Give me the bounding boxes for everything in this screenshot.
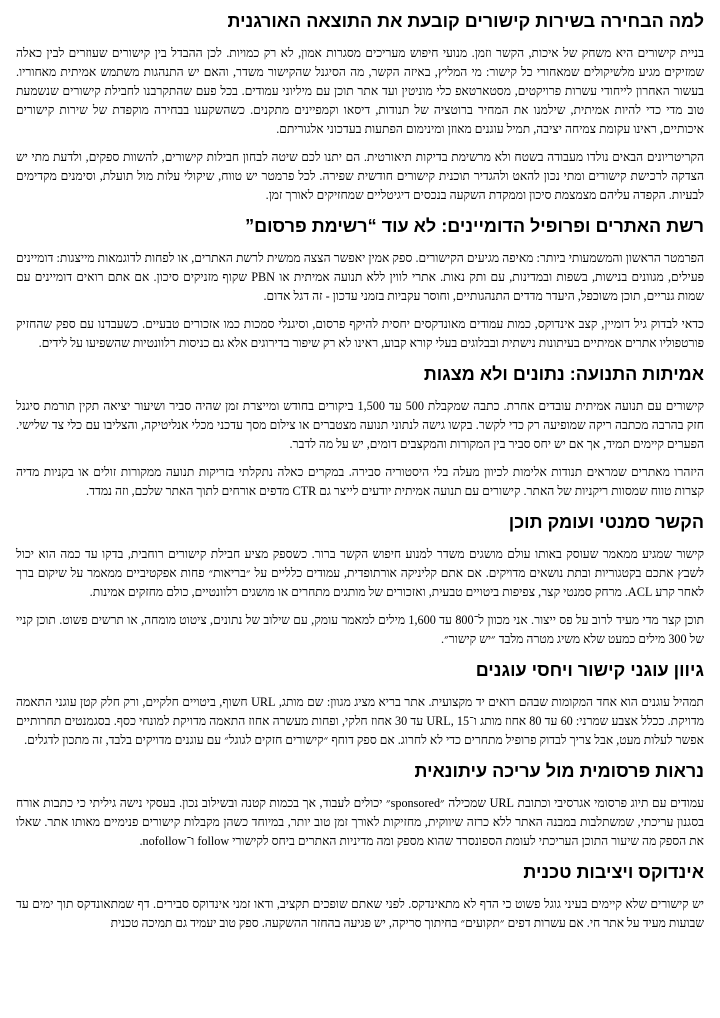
article-section <box>16 511 704 649</box>
article-section <box>16 659 704 750</box>
section-heading: למה הבחירה בשירות קישורים קובעת את התוצאה האורגנית <box>227 11 704 31</box>
article-section <box>16 760 704 851</box>
section-heading: רשת האתרים ופרופיל הדומיינים: לא עוד “רשימת פרסום” <box>245 216 704 236</box>
body-paragraph: כדאי לבדוק גיל דומיין, קצב אינדוקס, כמות עמודים מאונדקסים יחסית להיקף פרסום, וסיגנלי סמכות כמו אזכורים טבעיים. כשעבדנו עם ספק שהחזיק פורטפוליו אתרים אמיתיים בעיתונות נישתית ובבלוגים בעלי קורא קבוע, ראינו לא רק שיפור בדירוגים אלא גם כניסות רלוונטיות שהשפיעו על לידים. <box>16 317 704 350</box>
section-heading: נראות פרסומית מול עריכה עיתונאית <box>414 761 704 781</box>
article-section <box>16 363 704 501</box>
body-paragraph: יש קישורים שלא קיימים בעיני גוגל פשוט כי הדף לא מתאינדקס. לפני שאתם שופכים תקציב, ודאו זמני אינדוקס סבירים. דף שמתאונדקס תוך ימים עד שבועות מעיד על אתר חי. אם עשרות דפים ״תקועים״ בחיתוך סריקה, יש פגיעה בהחזר ההשקעה. ספק טוב יעמיד גם תמיכה טכנית <box>16 897 704 930</box>
body-paragraph: תוכן קצר מדי מעיד לרוב על פס ייצור. אני מכוון ל־800 עד 1,600 מילים למאמר עומק, עם שילוב של נתונים, ציטוט מומחה, או תרשים פשוט. תוכן קניי של 300 מילים כמעט שלא משיג מטרה מלבד ״יש קישור״. <box>16 613 705 646</box>
body-paragraph: הקריטריונים הבאים נולדו מעבודה בשטח ולא מרשימת בדיקות תיאורטית. הם יתנו לכם שיטה לבחון חבילות קישורים, להשוות ספקים, ולדעת מתי יש הצדקה לרכישת קישורים ומתי נכון להאט ולהגדיר תוכנית קישורים חודשית שפירה. לכל פרמטר יש טווח, שיקולי עלות מול תועלת, וסימנים מקדימים לבעיות. הקפדה עליהם מצמצמת סיכון וממקדת השקעה בנכסים דיגיטליים שמחזיקים לאורך זמן. <box>16 150 704 202</box>
article-section <box>16 861 704 933</box>
article-section <box>16 215 704 353</box>
section-heading: אינדוקס ויציבות טכנית <box>523 862 704 882</box>
body-paragraph: הפרמטר הראשון והמשמעותי ביותר: מאיפה מגיעים הקישורים. ספק אמין יאפשר הצצה ממשית לרשת האתרים, או לפחות לדוגמאות מייצגות: דומיינים פעילים, מגוונים בנישות, בשפות ובמדינות, עם ותק נאות. אתרי לווין ללא תנועה אמיתית או PBN שקוף מזניקים סיכון. אם אתם רואים דומיינים עם שמות גנריים, תוכן משוכפל, היעדר מדדים התנהגותיים, וחוסר עקביות בזמני עדכון - זה דגל אדום. <box>16 251 704 303</box>
body-paragraph: תמהיל עוגנים הוא אחד המקומות שבהם רואים יד מקצועית. אתר בריא מציג מגוון: שם מותג, URL חשוף, ביטויים חלקיים, ורק חלק קטן עוגני התאמה מדויקת. ככלל אצבע שמרני: 60 עד 80 אחוז מותג ו־URL, 15 עד 30 אחוז חלקי, ופחות מעשרה אחוז התאמה מדויקת למונחי כסף. בסגמנטים תחרותיים אפשר לעלות מעט, אבל צריך לבדוק פרופיל מתחרים כדי לא לחרוג. אם ספק דוחף ״קישורים חזקים לגוגל״ עם עוגנים מדויקים בלבד, זה מתכון לדגלים. <box>16 695 705 747</box>
section-heading: אמיתות התנועה: נתונים ולא מצגות <box>423 364 704 384</box>
body-paragraph: קישורים עם תנועה אמיתית עובדים אחרת. כתבה שמקבלת 500 עד 1,500 ביקורים בחודש ומייצרת זמן שהיה סביר ושיעור יציאה תקין תורמת סיגנל חזק בהרבה מכתבה ריקה שמופיעה רק כדי לקשר. בקשו גישה לנתוני תנועה מצטברים או צילום מסך עדכני מכלי אנליטיקה, והצליבו עם כלי צד שלישי. הפערים קיימים תמיד, אך אם יש יחס סביר בין המקורות והמקצבים דומים, יש על מה לדבר. <box>16 399 705 451</box>
section-heading: גיוון עוגני קישור ויחסי עוגנים <box>475 660 704 680</box>
body-paragraph: היזהרו מאתרים שמראים תנודות אלימות לכיוון מעלה בלי היסטוריה סבירה. במקרים כאלה נתקלתי בזריקות תנועה ממקורות זולים או בקניות מדיה קצרות טווח שמסוות ריקניות של האתר. קישורים עם תנועה אמיתית יודעים לייצר גם CTR מדפים אורחים לתוך האתר שלכם, וזה נמדד. <box>16 465 704 498</box>
section-heading: הקשר סמנטי ועומק תוכן <box>508 512 704 532</box>
body-paragraph: עמודים עם תיוג פרסומי אגרסיבי וכתובת URL שמכילה ״sponsored״ יכולים לעבוד, אך בכמות קטנה ובשילוב נכון. בעסקי נישה גיליתי כי כתבות אורח בסגנון עריכתי, שמשתלבות במבנה האתר ללא כרזה שיווקית, מחזיקות לאורך זמן טוב יותר, במיוחד כשהן מקבלות קישורים פנימיים מאותו אתר. שאלו את הספק מה שיעור התוכן העריכתי לעומת הספונסרד שהוא מספק ומה מדיניות האתרים ביחס לקישורי follow ו־nofollow. <box>16 796 704 848</box>
article-section <box>16 10 704 205</box>
body-paragraph: בניית קישורים היא משחק של איכות, הקשר וזמן. מנועי חיפוש מעריכים מסגרות אמון, לא רק כמויות. לכן ההבדל בין קישורים שעוזרים לבין כאלה שמזיקים מגיע מלשיקולים שמאחורי כל קישור: מי המליץ, באיזה הקשר, מה הסיגנל שהקישור משדר, והאם יש התנהגות משתמש אמיתית מאחוריו. בעשור האחרון לייחודי עשרות פרויקטים, מסטארטאפ כלי מוניטין ועד אתר תוכן עם מיליוני עמודים. בכל פעם שהתקרבנו לחבילת קישורים שנשמעת טוב מדי כדי להיות אמיתית, שילמנו את המחיר ברוטציה של תנודות, דיסאו וקמפיינים מתקנים. כשהשקענו בבחירה מוקפדת של שירות קישורים איכותיים, ראינו עקומת צמיחה יציבה, תמיל עוגנים מאוזן ומינימום הפתעות בעדכוני אלגוריתם. <box>16 46 704 136</box>
body-paragraph: קישור שמגיע ממאמר שעוסק באותו עולם מושגים משדר למנוע חיפוש הקשר ברור. כשספק מציע חבילת קישורים רוחבית, בדקו עד כמה הוא יכול לשבץ אתכם בקטגוריות ובתת נושאים מדויקים. אם אתם קליניקה אורתופדית, עמודים כלליים על ״בריאות״ פחות אפקטיביים ממאמר על שיקום ברך לאחר קרע ACL. מרחק סמנטי קצר, צפיפות ביטויים טבעית, ואזכורים של מותגים מתחרים או מושגים רלוונטיים, כולם מחזקים אמינות. <box>16 547 704 599</box>
